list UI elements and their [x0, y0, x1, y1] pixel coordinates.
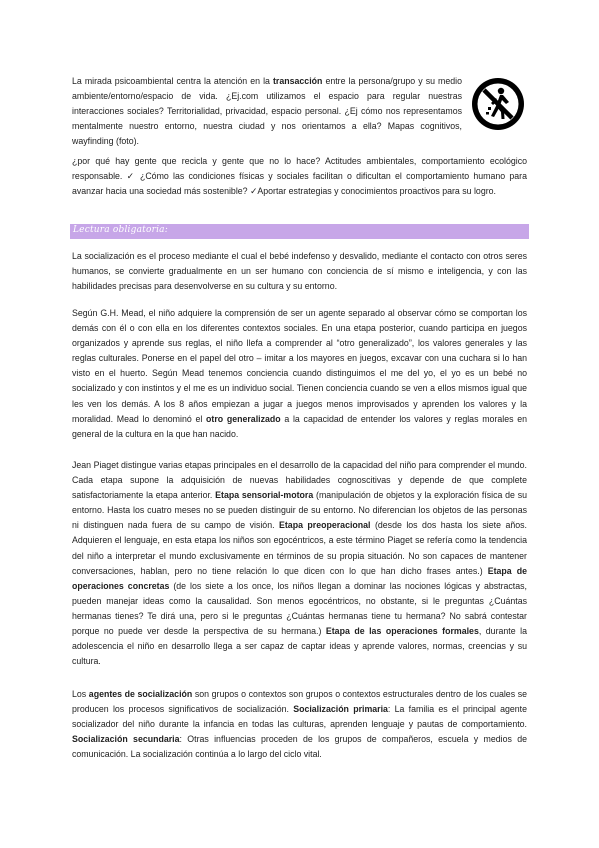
piaget-text-5: , durante la adolescencia el niño en desarrollo llega a ser capaz de captar ideas y aprende valores, normas, creencias y su cultura. [72, 626, 527, 667]
piaget-bold-operaciones-formales: Etapa de las operaciones formales [325, 626, 479, 637]
intro-bold-transaccion: transacción [273, 76, 323, 86]
agentes-text-2: son grupos o contextos son grupos o contextos estructurales dentro de los cuales se producen los procesos significativos de socialización. [72, 689, 527, 715]
mead-text-2: a la capacidad de entender los valores y reglas morales en general de la cultura en la que han nacido. [72, 413, 527, 439]
agentes-bold-agentes: agentes de socialización [88, 689, 193, 699]
intro-text-2: entre la persona/grupo y su medio ambiente/entorno/espacio de vida. ¿Ej.com utilizamos el espacio para regular nuestras interacciones sociales? Territorialidad, privacidad, espacio personal. ¿Ej cómo nos representamos mentalmente nuestro entorno, nuestra ciudad y nos orientamos a ella? Mapas cognitivos, wayfinding (foto). [72, 76, 463, 147]
piaget-text-2: (manipulación de objetos y la exploración física de su entorno. Hasta los cuatro meses no se pueden distinguir de su entorno. No diferencian los objetos de las personas ni distinguen nada fuera de su campo de visión. [72, 490, 527, 531]
piaget-paragraph [72, 458, 527, 669]
mead-paragraph [72, 306, 527, 442]
agentes-bold-primaria: Socialización primaria [293, 704, 388, 715]
agentes-text-1: Los [72, 689, 89, 699]
question-paragraph: ¿por qué hay gente que recicla y gente que no lo hace? Actitudes ambientales, comportamiento ecológico responsable. ✓ ¿Cómo las condiciones físicas y sociales facilitan o dificultan el comportamiento humano para avanzar hacia una sociedad más sostenible? ✓Aportar estrategias y conocimientos proactivos para su logro. [72, 156, 527, 197]
socializacion-paragraph: La socialización es el proceso mediante el cual el bebé indefenso y desvalido, mediante el contacto con otros seres humanos, se convierte gradualmente en un ser humano con conciencia de sí mismo e inteligencia, y con las habilidades precisas para desenvolverse en su cultura y su entorno. [72, 251, 527, 292]
agentes-paragraph [72, 687, 527, 762]
mead-text-1: Según G.H. Mead, el niño adquiere la comprensión de ser un agente separado al observar cómo se comportan los demás con él o con ella en los diferentes contextos sociales. En una etapa posterior, cuando participa en juegos organizados y aprende sus reglas, el niño llefa a comprender al “otro generalizado”, los valores generales y las reglas culturales. Ponerse en el papel del otro – imitar a los mayores en juegos, excavar con una cuchara si lo han visto en el huerto. Según Mead tenemos conciencia cuando distinguimos el me del yo, el yo es un bebé no socializado y con instintos y el me es un individuo social. Tienen conciencia cuando se ven a ellos mismos igual que les ven los demás. A los 8 años empiezan a jugar a juegos menos improvisados y aprenden los valores y la moralidad. Mead lo denominó el [72, 308, 527, 424]
piaget-bold-operaciones-concretas: Etapa de operaciones concretas [72, 565, 527, 591]
piaget-bold-preoperacional: Etapa preoperacional [279, 520, 371, 531]
mead-bold-otro-generalizado: otro generalizado [206, 413, 281, 424]
intro-paragraph [72, 74, 462, 149]
intro-text-1: La mirada psicoambiental centra la atención en la [72, 76, 273, 86]
piaget-text-4: (de los siete a los once, los niños llegan a dominar las nociones lógicas y abstractas, pueden manejar ideas como la causalidad. Son menos egocéntricos, no obstante, si le preguntas ¿Cuántas hermanas tienes? Te dirá una, pero si le preguntas ¿Cuántas hermanas tiene tu hermana? No sabrá contestar porque no puede ver desde la perspectiva de su hermana.) [72, 580, 527, 637]
piaget-text-1: Jean Piaget distingue varias etapas principales en el desarrollo de la capacidad del niño para comprender el mundo. Cada etapa supone la adquisición de nuevas habilidades cognoscitivas y depende de que complete satisfactoriamente la etapa anterior. [72, 460, 527, 501]
agentes-bold-secundaria: Socialización secundaria [72, 734, 180, 745]
no-littering-icon [470, 76, 526, 132]
section-header-band [70, 224, 529, 239]
agentes-text-4: : Otras influencias proceden de los grupos de compañeros, escuela y medios de comunicación. La socialización continúa a lo largo del ciclo vital. [72, 734, 527, 760]
piaget-text-3: (desde los dos hasta los siete años. Adquieren el lenguaje, en esta etapa los niños son egocéntricos, a este término Piaget se refería como la tendencia del niño a interpretar el mundo exclusivamente en términos de su propia situación. No son capaces de mantener conversaciones, hablan, pero no tiene relación lo que dicen con lo que han dicho frases antes.) [72, 520, 527, 576]
section-title: Lectura obligatoria: [73, 225, 168, 235]
piaget-bold-sensorial-motora: Etapa sensorial-motora [215, 490, 314, 501]
agentes-text-3: : La familia es el principal agente socializador del niño durante la infancia en todas las culturas, aprenden lenguaje y pautas de comportamiento. [72, 704, 527, 730]
